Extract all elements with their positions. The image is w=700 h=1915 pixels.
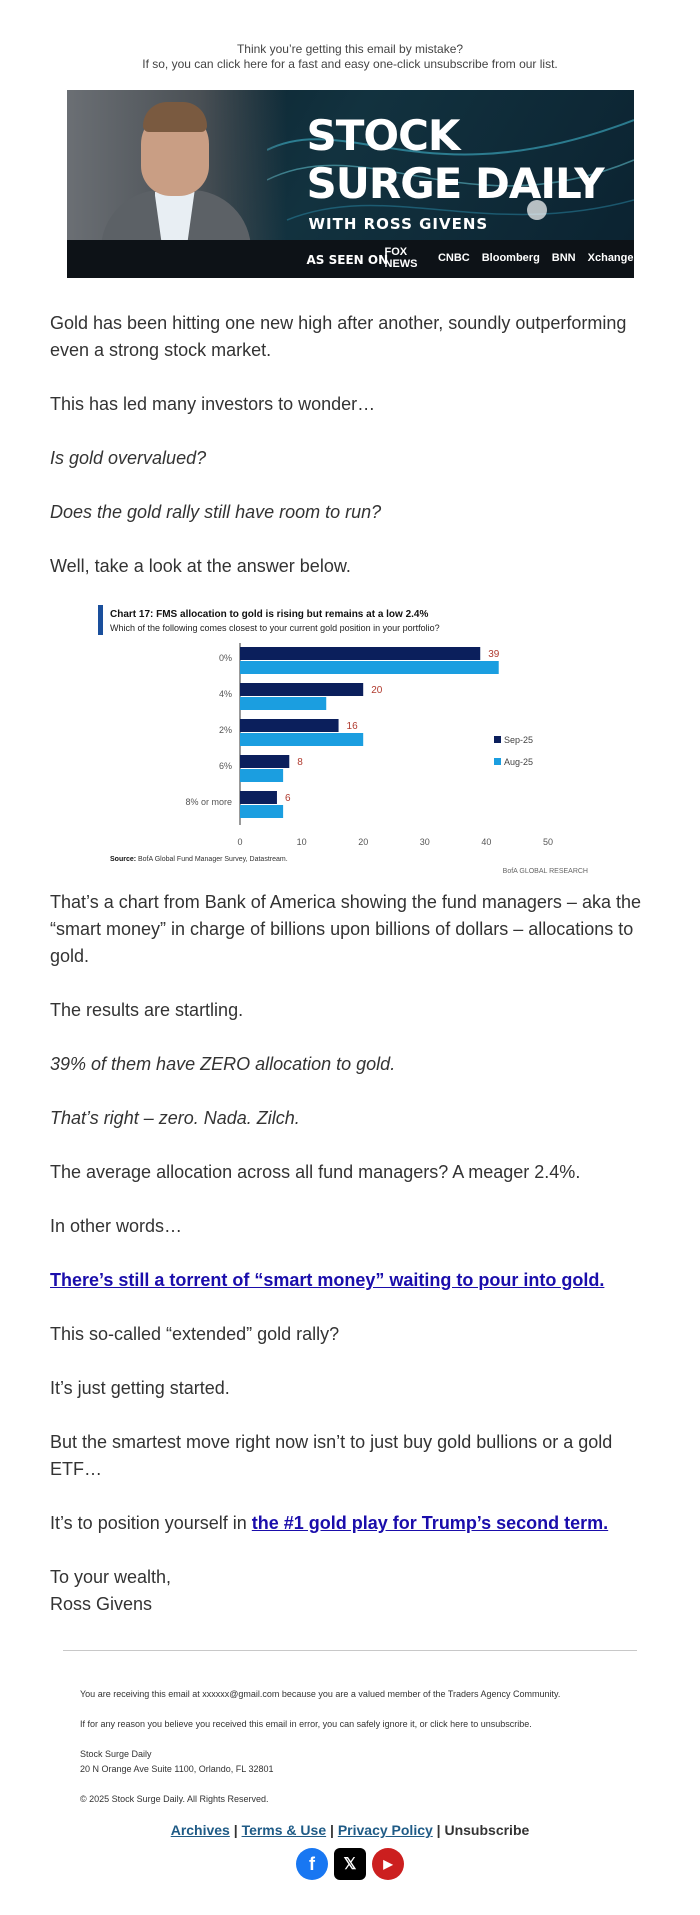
data-label: 8 — [297, 757, 303, 768]
legend-swatch — [494, 736, 501, 743]
paragraph: Does the gold rally still have room to run? — [50, 502, 382, 522]
xchange-logo: Xchange — [587, 252, 634, 264]
x-tick-label: 30 — [419, 837, 430, 847]
chart-source: BofA Global Fund Manager Survey, Datastream. — [138, 856, 288, 863]
signature-closing: To your wealth, — [50, 1567, 172, 1587]
footer — [80, 1651, 620, 1807]
x-tick-label: 20 — [358, 837, 369, 847]
banner-subtitle: WITH ROSS GIVENS — [308, 215, 489, 233]
data-label: 39 — [488, 649, 500, 660]
signature-name: Ross Givens — [50, 1594, 153, 1614]
gold-allocation-chart — [98, 603, 598, 875]
bar-aug-25 — [240, 697, 326, 710]
unsubscribe-link[interactable]: Unsubscribe — [444, 1822, 530, 1838]
paragraph: That’s a chart from Bank of America showing the fund managers – aka the “smart money” in charge of billions upon billions of dollars – allocations to gold. — [50, 892, 641, 966]
paragraph — [50, 1510, 650, 1537]
company-name: Stock Surge Daily — [80, 1749, 152, 1759]
paragraph: This has led many investors to wonder… — [50, 394, 376, 414]
bar-aug-25 — [240, 733, 363, 746]
bar-sep-25 — [240, 719, 339, 732]
media-logos — [385, 246, 634, 270]
chart-title-accent — [98, 605, 103, 635]
smart-money-link[interactable]: There’s still a torrent of “smart money” waiting to pour into gold. — [50, 1270, 605, 1290]
mistake-line-1: Think you’re getting this email by mistake? — [236, 42, 464, 56]
terms-link[interactable]: Terms & Use — [241, 1822, 327, 1838]
chart-source-label: Source: — [110, 856, 137, 863]
bar-aug-25 — [240, 769, 283, 782]
footer-recipient-notice: You are receiving this email at xxxxxx@gmail.com because you are a valued member of the Traders Agency Community. — [80, 1689, 561, 1699]
legend-label: Aug-25 — [504, 757, 534, 767]
data-label: 16 — [346, 721, 358, 732]
footer-address-block — [80, 1747, 620, 1777]
chart-subtitle: Which of the following comes closest to your current gold position in your portfolio? — [110, 623, 440, 633]
data-label: 20 — [371, 685, 383, 696]
footer-unsubscribe-notice[interactable]: If for any reason you believe you received this email in error, you can safely ignore it, or click here to unsubscribe. — [80, 1719, 532, 1729]
x-tick-label: 0 — [237, 837, 243, 847]
paragraph: The results are startling. — [50, 1000, 244, 1020]
paragraph: Is gold overvalued? — [50, 448, 207, 468]
paragraph: But the smartest move right now isn’t to just buy gold bullions or a gold ETF… — [50, 1432, 613, 1479]
social-links — [0, 1848, 700, 1880]
as-seen-on-label: AS SEEN ON — [306, 253, 389, 267]
gold-play-link[interactable]: the #1 gold play for Trump’s second term. — [251, 1513, 609, 1533]
chart-svg — [98, 603, 598, 875]
x-tick-label: 50 — [542, 837, 554, 847]
mistake-notice[interactable] — [0, 0, 700, 72]
email-body — [50, 278, 650, 1618]
paragraph-prefix: It’s to position yourself in — [50, 1513, 252, 1533]
facebook-icon[interactable]: f — [296, 1848, 328, 1880]
link-separator: | — [330, 1822, 334, 1838]
bar-aug-25 — [240, 661, 499, 674]
signature — [50, 1564, 650, 1618]
paragraph: That’s right – zero. Nada. Zilch. — [50, 1108, 300, 1128]
cnbc-logo: CNBC — [437, 252, 470, 264]
chart-credit: BofA GLOBAL RESEARCH — [502, 868, 588, 875]
bar-sep-25 — [240, 791, 277, 804]
legend-label: Sep-25 — [504, 735, 534, 745]
footer-links — [0, 1822, 700, 1838]
copyright: © 2025 Stock Surge Daily. All Rights Reserved. — [80, 1794, 269, 1804]
link-separator: | — [233, 1822, 238, 1838]
youtube-icon[interactable]: ▶ — [372, 1848, 404, 1880]
paragraph: 39% of them have ZERO allocation to gold. — [50, 1054, 396, 1074]
bar-aug-25 — [240, 805, 283, 818]
paragraph: Well, take a look at the answer below. — [50, 556, 351, 576]
x-icon[interactable]: 𝕏 — [334, 1848, 366, 1880]
paragraph: In other words… — [50, 1216, 183, 1236]
paragraph: This so-called “extended” gold rally? — [50, 1324, 340, 1344]
x-tick-label: 10 — [296, 837, 307, 847]
bar-sep-25 — [240, 647, 480, 660]
paragraph: The average allocation across all fund managers? A meager 2.4%. — [50, 1162, 581, 1182]
header-banner — [67, 90, 634, 278]
data-label: 6 — [284, 793, 291, 804]
category-label: 4% — [218, 689, 232, 699]
category-label: 8% or more — [185, 797, 232, 807]
bloomberg-logo: Bloomberg — [481, 252, 540, 264]
company-address: 20 N Orange Ave Suite 1100, Orlando, FL 32801 — [80, 1764, 274, 1774]
banner-title-line-1: STOCK — [306, 111, 460, 160]
link-separator: | — [436, 1822, 441, 1838]
paragraph: Gold has been hitting one new high after another, soundly outperforming even a strong stock market. — [50, 313, 627, 360]
bar-sep-25 — [240, 683, 363, 696]
category-label: 0% — [218, 653, 232, 663]
unsubscribe-line[interactable]: If so, you can click here for a fast and easy one-click unsubscribe from our list. — [142, 57, 558, 71]
bnn-logo: BNN — [551, 252, 576, 264]
banner-title-line-2: SURGE DAILY — [306, 159, 604, 208]
paragraph-link — [50, 1267, 650, 1294]
legend-swatch — [494, 758, 501, 765]
paragraph: It’s just getting started. — [50, 1378, 230, 1398]
fox-news-logo: FOX NEWS — [384, 246, 418, 270]
archives-link[interactable]: Archives — [170, 1822, 230, 1838]
category-label: 6% — [218, 761, 232, 771]
x-tick-label: 40 — [481, 837, 492, 847]
chart-title: Chart 17: FMS allocation to gold is rising but remains at a low 2.4% — [110, 609, 429, 620]
privacy-link[interactable]: Privacy Policy — [337, 1822, 433, 1838]
category-label: 2% — [218, 725, 232, 735]
bar-sep-25 — [240, 755, 289, 768]
